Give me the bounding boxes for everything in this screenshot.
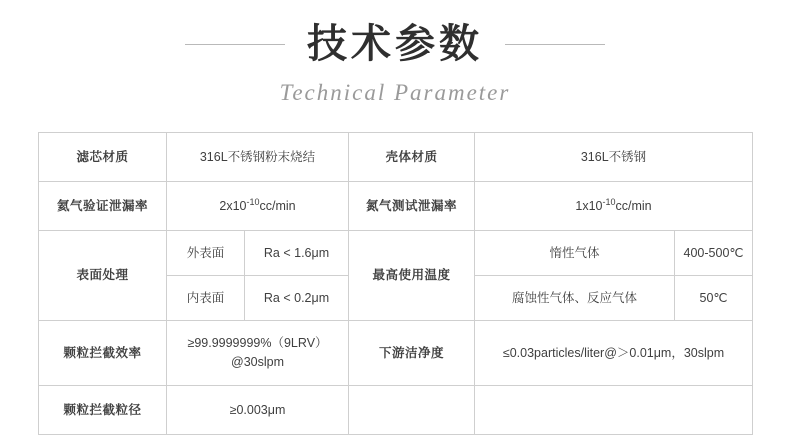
max-temperature-label: 最高使用温度	[349, 231, 475, 321]
max-temp-corrosive-gas-value: 50℃	[675, 276, 753, 321]
particle-retention-size-label: 颗粒拦截粒径	[39, 386, 167, 435]
page-title: 技术参数	[307, 22, 483, 66]
surface-inner-label: 内表面	[167, 276, 245, 321]
efficiency-line-2: @30slpm	[231, 355, 284, 369]
max-temp-inert-gas-value: 400-500℃	[675, 231, 753, 276]
helium-leak-label: 氦气验证泄漏率	[39, 182, 167, 231]
page-subtitle: Technical Parameter	[279, 80, 511, 105]
particle-retention-efficiency-label: 颗粒拦截效率	[39, 321, 167, 386]
table-row	[39, 133, 753, 182]
empty-cell-1	[349, 386, 475, 435]
surface-outer-value: Ra < 1.6μm	[245, 231, 349, 276]
helium-leak-base: 2x10	[219, 199, 247, 214]
helium-leak-value	[167, 182, 349, 231]
shell-material-label: 壳体材质	[349, 133, 475, 182]
title-row	[0, 22, 790, 66]
empty-cell-2	[475, 386, 753, 435]
page-header	[0, 0, 790, 106]
title-rule-left	[185, 44, 285, 45]
nitrogen-leak-base: 1x10	[575, 199, 603, 214]
particle-retention-size-value: ≥0.003μm	[167, 386, 349, 435]
max-temp-inert-gas-label: 惰性气体	[475, 231, 675, 276]
surface-inner-value: Ra < 0.2μm	[245, 276, 349, 321]
table-row	[39, 386, 753, 435]
helium-leak-exponent: -10	[246, 197, 260, 208]
title-rule-right	[505, 44, 605, 45]
table-row	[39, 231, 753, 276]
surface-treatment-label: 表面处理	[39, 231, 167, 321]
table-row	[39, 182, 753, 231]
nitrogen-leak-label: 氮气测试泄漏率	[349, 182, 475, 231]
max-temp-corrosive-gas-label: 腐蚀性气体、反应气体	[475, 276, 675, 321]
particle-retention-efficiency-value	[167, 321, 349, 386]
helium-leak-unit: cc/min	[259, 199, 296, 214]
nitrogen-leak-unit: cc/min	[615, 199, 652, 214]
filter-material-value: 316L不锈钢粉末烧结	[167, 133, 349, 182]
surface-outer-label: 外表面	[167, 231, 245, 276]
downstream-cleanliness-label: 下游洁净度	[349, 321, 475, 386]
spec-table	[38, 132, 753, 435]
shell-material-value: 316L不锈钢	[475, 133, 753, 182]
spec-table-wrapper	[38, 132, 752, 435]
filter-material-label: 滤芯材质	[39, 133, 167, 182]
nitrogen-leak-exponent: -10	[602, 197, 616, 208]
nitrogen-leak-value	[475, 182, 753, 231]
downstream-cleanliness-value: ≤0.03particles/liter@＞0.01μm，30slpm	[475, 321, 753, 386]
table-row	[39, 321, 753, 386]
efficiency-line-1: ≥99.9999999%（9LRV）	[187, 336, 328, 351]
